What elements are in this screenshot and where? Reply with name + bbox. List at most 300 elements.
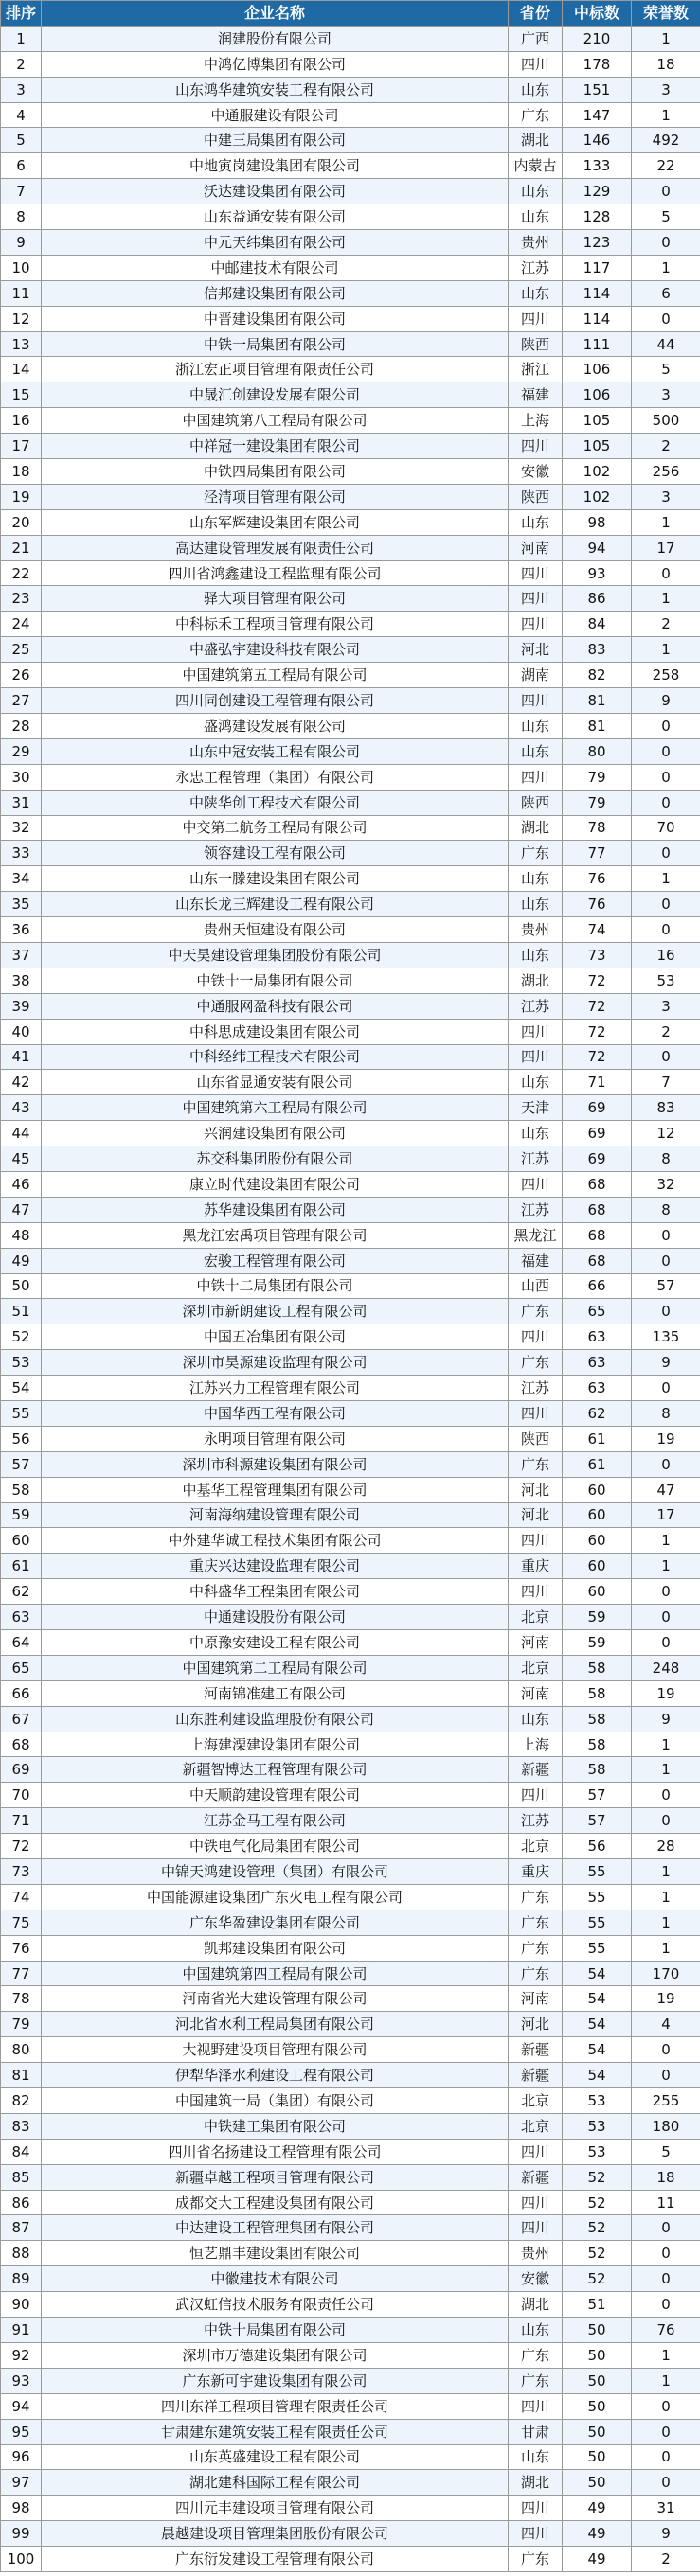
cell-honor-count: 8 bbox=[632, 1197, 700, 1222]
cell-rank: 45 bbox=[1, 1146, 42, 1172]
cell-rank: 27 bbox=[1, 688, 42, 714]
cell-company-name: 四川东祥工程项目管理有限责任公司 bbox=[42, 2393, 509, 2419]
table-row bbox=[1, 1910, 700, 1935]
cell-province: 湖北 bbox=[509, 815, 563, 841]
cell-honor-count: 0 bbox=[632, 1299, 700, 1324]
cell-province: 福建 bbox=[509, 1248, 563, 1273]
cell-company-name: 四川省名扬建设工程管理有限公司 bbox=[42, 2139, 509, 2164]
cell-province: 江苏 bbox=[509, 1808, 563, 1834]
cell-province: 河北 bbox=[509, 2012, 563, 2037]
cell-province: 贵州 bbox=[509, 2241, 563, 2266]
table-row bbox=[1, 1783, 700, 1808]
cell-bid-count: 57 bbox=[563, 1808, 632, 1834]
cell-company-name: 河南省光大建设管理有限公司 bbox=[42, 1986, 509, 2012]
cell-rank: 65 bbox=[1, 1655, 42, 1680]
cell-company-name: 苏华建设集团有限公司 bbox=[42, 1197, 509, 1222]
cell-company-name: 中外建华诚工程技术集团有限公司 bbox=[42, 1528, 509, 1554]
cell-honor-count: 0 bbox=[632, 1808, 700, 1834]
table-row bbox=[1, 1477, 700, 1502]
cell-rank: 23 bbox=[1, 586, 42, 612]
cell-honor-count: 180 bbox=[632, 2113, 700, 2139]
cell-honor-count: 9 bbox=[632, 1706, 700, 1732]
cell-company-name: 中科标禾工程项目管理有限公司 bbox=[42, 612, 509, 637]
cell-province: 四川 bbox=[509, 1783, 563, 1808]
cell-rank: 62 bbox=[1, 1579, 42, 1605]
cell-honor-count: 135 bbox=[632, 1324, 700, 1350]
cell-bid-count: 76 bbox=[563, 892, 632, 917]
cell-company-name: 高达建设管理发展有限责任公司 bbox=[42, 535, 509, 560]
cell-company-name: 凯邦建设集团有限公司 bbox=[42, 1935, 509, 1961]
cell-rank: 18 bbox=[1, 459, 42, 485]
cell-province: 北京 bbox=[509, 1834, 563, 1859]
table-row bbox=[1, 1070, 700, 1095]
table-row bbox=[1, 2444, 700, 2470]
cell-company-name: 中达建设工程管理集团有限公司 bbox=[42, 2215, 509, 2241]
table-row bbox=[1, 1197, 700, 1222]
cell-province: 山东 bbox=[509, 866, 563, 892]
table-row bbox=[1, 2521, 700, 2547]
cell-honor-count: 19 bbox=[632, 1986, 700, 2012]
cell-company-name: 江苏兴力工程管理有限公司 bbox=[42, 1376, 509, 1401]
table-row bbox=[1, 2547, 700, 2572]
cell-company-name: 中科盛华工程集团有限公司 bbox=[42, 1579, 509, 1605]
cell-province: 四川 bbox=[509, 560, 563, 586]
cell-rank: 37 bbox=[1, 942, 42, 968]
cell-rank: 15 bbox=[1, 382, 42, 408]
table-row bbox=[1, 1299, 700, 1324]
cell-company-name: 中原豫安建设工程有限公司 bbox=[42, 1630, 509, 1656]
cell-rank: 64 bbox=[1, 1630, 42, 1656]
cell-company-name: 山东中冠安装工程有限公司 bbox=[42, 738, 509, 764]
cell-honor-count: 1 bbox=[632, 637, 700, 663]
cell-honor-count: 1 bbox=[632, 26, 700, 51]
cell-province: 四川 bbox=[509, 764, 563, 790]
cell-province: 河南 bbox=[509, 1680, 563, 1706]
cell-company-name: 中通服网盈科技有限公司 bbox=[42, 993, 509, 1019]
cell-bid-count: 68 bbox=[563, 1222, 632, 1248]
cell-bid-count: 54 bbox=[563, 2037, 632, 2063]
cell-rank: 81 bbox=[1, 2063, 42, 2088]
cell-rank: 83 bbox=[1, 2113, 42, 2139]
cell-rank: 39 bbox=[1, 993, 42, 1019]
cell-honor-count: 1 bbox=[632, 102, 700, 128]
cell-province: 四川 bbox=[509, 2521, 563, 2547]
cell-rank: 22 bbox=[1, 560, 42, 586]
table-row bbox=[1, 1884, 700, 1910]
table-row bbox=[1, 1554, 700, 1579]
table-row bbox=[1, 331, 700, 357]
cell-bid-count: 52 bbox=[563, 2190, 632, 2215]
cell-bid-count: 65 bbox=[563, 1299, 632, 1324]
header-rank: 排序 bbox=[1, 1, 42, 27]
cell-bid-count: 86 bbox=[563, 586, 632, 612]
cell-rank: 99 bbox=[1, 2521, 42, 2547]
cell-bid-count: 98 bbox=[563, 509, 632, 535]
table-row bbox=[1, 1579, 700, 1605]
cell-province: 四川 bbox=[509, 1171, 563, 1197]
cell-bid-count: 68 bbox=[563, 1248, 632, 1273]
cell-province: 湖北 bbox=[509, 968, 563, 993]
cell-company-name: 中交第二航务工程局有限公司 bbox=[42, 815, 509, 841]
cell-company-name: 山东省显通安装有限公司 bbox=[42, 1070, 509, 1095]
cell-honor-count: 53 bbox=[632, 968, 700, 993]
cell-bid-count: 114 bbox=[563, 306, 632, 331]
cell-honor-count: 3 bbox=[632, 484, 700, 509]
cell-company-name: 中邮建技术有限公司 bbox=[42, 255, 509, 280]
cell-bid-count: 68 bbox=[563, 1171, 632, 1197]
cell-bid-count: 79 bbox=[563, 764, 632, 790]
cell-province: 四川 bbox=[509, 2215, 563, 2241]
cell-rank: 79 bbox=[1, 2012, 42, 2037]
cell-rank: 10 bbox=[1, 255, 42, 280]
cell-bid-count: 61 bbox=[563, 1451, 632, 1477]
cell-province: 北京 bbox=[509, 1655, 563, 1680]
cell-honor-count: 0 bbox=[632, 917, 700, 943]
cell-company-name: 中锦天鸿建设管理（集团）有限公司 bbox=[42, 1859, 509, 1885]
table-row bbox=[1, 1986, 700, 2012]
cell-honor-count: 0 bbox=[632, 2292, 700, 2318]
cell-rank: 86 bbox=[1, 2190, 42, 2215]
cell-bid-count: 178 bbox=[563, 51, 632, 77]
table-row bbox=[1, 1655, 700, 1680]
cell-rank: 32 bbox=[1, 815, 42, 841]
cell-honor-count: 19 bbox=[632, 1680, 700, 1706]
cell-province: 四川 bbox=[509, 1044, 563, 1070]
cell-bid-count: 105 bbox=[563, 434, 632, 459]
cell-company-name: 中天顺韵建设管理有限公司 bbox=[42, 1783, 509, 1808]
cell-company-name: 中天昊建设管理集团股份有限公司 bbox=[42, 942, 509, 968]
cell-company-name: 中铁一局集团有限公司 bbox=[42, 331, 509, 357]
cell-province: 四川 bbox=[509, 2139, 563, 2164]
cell-honor-count: 3 bbox=[632, 77, 700, 102]
cell-honor-count: 19 bbox=[632, 1426, 700, 1451]
cell-province: 湖北 bbox=[509, 2470, 563, 2496]
cell-honor-count: 3 bbox=[632, 382, 700, 408]
cell-rank: 21 bbox=[1, 535, 42, 560]
cell-honor-count: 8 bbox=[632, 1146, 700, 1172]
cell-province: 四川 bbox=[509, 612, 563, 637]
cell-honor-count: 0 bbox=[632, 1376, 700, 1401]
cell-bid-count: 53 bbox=[563, 2088, 632, 2114]
cell-honor-count: 44 bbox=[632, 331, 700, 357]
header-company-name: 企业名称 bbox=[42, 1, 509, 27]
cell-rank: 100 bbox=[1, 2547, 42, 2572]
cell-company-name: 黑龙江宏禹项目管理有限公司 bbox=[42, 1222, 509, 1248]
cell-bid-count: 53 bbox=[563, 2113, 632, 2139]
table-row bbox=[1, 306, 700, 331]
cell-province: 重庆 bbox=[509, 1859, 563, 1885]
cell-honor-count: 0 bbox=[632, 1044, 700, 1070]
cell-province: 上海 bbox=[509, 1732, 563, 1757]
cell-bid-count: 81 bbox=[563, 713, 632, 738]
cell-company-name: 河北省水利工程局集团有限公司 bbox=[42, 2012, 509, 2037]
cell-company-name: 中陕华创工程技术有限公司 bbox=[42, 790, 509, 815]
cell-bid-count: 58 bbox=[563, 1706, 632, 1732]
cell-company-name: 深圳市科源建设集团有限公司 bbox=[42, 1451, 509, 1477]
cell-company-name: 中铁十二局集团有限公司 bbox=[42, 1273, 509, 1299]
cell-company-name: 领容建设工程有限公司 bbox=[42, 841, 509, 866]
cell-province: 新疆 bbox=[509, 2037, 563, 2063]
cell-province: 广东 bbox=[509, 1935, 563, 1961]
cell-honor-count: 0 bbox=[632, 230, 700, 256]
cell-honor-count: 500 bbox=[632, 408, 700, 434]
cell-company-name: 中国建筑一局（集团）有限公司 bbox=[42, 2088, 509, 2114]
cell-company-name: 中鸿亿博集团有限公司 bbox=[42, 51, 509, 77]
table-row bbox=[1, 2012, 700, 2037]
table-row bbox=[1, 1171, 700, 1197]
cell-honor-count: 170 bbox=[632, 1961, 700, 1986]
cell-company-name: 中科经纬工程技术有限公司 bbox=[42, 1044, 509, 1070]
cell-honor-count: 16 bbox=[632, 942, 700, 968]
cell-honor-count: 17 bbox=[632, 1502, 700, 1528]
cell-rank: 31 bbox=[1, 790, 42, 815]
cell-rank: 57 bbox=[1, 1451, 42, 1477]
cell-province: 山东 bbox=[509, 179, 563, 204]
cell-rank: 34 bbox=[1, 866, 42, 892]
cell-company-name: 江苏金马工程有限公司 bbox=[42, 1808, 509, 1834]
table-row bbox=[1, 1706, 700, 1732]
cell-honor-count: 6 bbox=[632, 280, 700, 306]
cell-province: 陕西 bbox=[509, 484, 563, 509]
cell-rank: 8 bbox=[1, 204, 42, 230]
table-row bbox=[1, 1222, 700, 1248]
cell-rank: 47 bbox=[1, 1197, 42, 1222]
cell-honor-count: 8 bbox=[632, 1400, 700, 1426]
cell-bid-count: 78 bbox=[563, 815, 632, 841]
cell-rank: 36 bbox=[1, 917, 42, 943]
cell-province: 上海 bbox=[509, 408, 563, 434]
cell-rank: 96 bbox=[1, 2444, 42, 2470]
cell-rank: 12 bbox=[1, 306, 42, 331]
cell-bid-count: 69 bbox=[563, 1121, 632, 1146]
cell-honor-count: 0 bbox=[632, 713, 700, 738]
table-row bbox=[1, 2266, 700, 2292]
cell-honor-count: 1 bbox=[632, 1859, 700, 1885]
cell-province: 广东 bbox=[509, 2547, 563, 2572]
cell-province: 浙江 bbox=[509, 357, 563, 382]
cell-honor-count: 1 bbox=[632, 1554, 700, 1579]
cell-bid-count: 77 bbox=[563, 841, 632, 866]
cell-bid-count: 55 bbox=[563, 1910, 632, 1935]
table-row bbox=[1, 2470, 700, 2496]
cell-province: 山西 bbox=[509, 1273, 563, 1299]
cell-bid-count: 81 bbox=[563, 688, 632, 714]
cell-rank: 63 bbox=[1, 1605, 42, 1630]
cell-company-name: 山东长龙三辉建设工程有限公司 bbox=[42, 892, 509, 917]
cell-rank: 75 bbox=[1, 1910, 42, 1935]
cell-bid-count: 56 bbox=[563, 1834, 632, 1859]
cell-honor-count: 0 bbox=[632, 2063, 700, 2088]
cell-rank: 72 bbox=[1, 1834, 42, 1859]
cell-company-name: 河南锦准建工有限公司 bbox=[42, 1680, 509, 1706]
cell-bid-count: 62 bbox=[563, 1400, 632, 1426]
cell-company-name: 伊犁华泽水利建设工程有限公司 bbox=[42, 2063, 509, 2088]
table-row bbox=[1, 2088, 700, 2114]
cell-bid-count: 105 bbox=[563, 408, 632, 434]
cell-rank: 29 bbox=[1, 738, 42, 764]
cell-company-name: 中晋建设集团有限公司 bbox=[42, 306, 509, 331]
cell-province: 山东 bbox=[509, 2444, 563, 2470]
cell-province: 天津 bbox=[509, 1095, 563, 1121]
cell-company-name: 中徽建技术有限公司 bbox=[42, 2266, 509, 2292]
cell-rank: 68 bbox=[1, 1732, 42, 1757]
cell-honor-count: 1 bbox=[632, 2342, 700, 2368]
cell-bid-count: 59 bbox=[563, 1605, 632, 1630]
cell-rank: 24 bbox=[1, 612, 42, 637]
cell-bid-count: 151 bbox=[563, 77, 632, 102]
cell-rank: 69 bbox=[1, 1757, 42, 1783]
cell-bid-count: 58 bbox=[563, 1680, 632, 1706]
cell-bid-count: 55 bbox=[563, 1859, 632, 1885]
cell-honor-count: 256 bbox=[632, 459, 700, 485]
cell-honor-count: 22 bbox=[632, 153, 700, 179]
cell-rank: 56 bbox=[1, 1426, 42, 1451]
cell-province: 陕西 bbox=[509, 1426, 563, 1451]
cell-bid-count: 69 bbox=[563, 1095, 632, 1121]
table-row bbox=[1, 1350, 700, 1376]
cell-company-name: 中科思成建设集团有限公司 bbox=[42, 1019, 509, 1044]
table-row bbox=[1, 713, 700, 738]
cell-province: 北京 bbox=[509, 2113, 563, 2139]
table-row bbox=[1, 153, 700, 179]
table-row bbox=[1, 1273, 700, 1299]
cell-honor-count: 0 bbox=[632, 2444, 700, 2470]
table-row bbox=[1, 509, 700, 535]
table-row bbox=[1, 1859, 700, 1885]
cell-province: 江苏 bbox=[509, 993, 563, 1019]
table-row bbox=[1, 1680, 700, 1706]
cell-honor-count: 7 bbox=[632, 1070, 700, 1095]
cell-company-name: 山东军辉建设集团有限公司 bbox=[42, 509, 509, 535]
cell-honor-count: 3 bbox=[632, 993, 700, 1019]
cell-company-name: 中基华工程管理集团有限公司 bbox=[42, 1477, 509, 1502]
cell-bid-count: 106 bbox=[563, 382, 632, 408]
cell-honor-count: 18 bbox=[632, 51, 700, 77]
cell-province: 江苏 bbox=[509, 255, 563, 280]
cell-rank: 70 bbox=[1, 1783, 42, 1808]
cell-bid-count: 82 bbox=[563, 663, 632, 688]
cell-bid-count: 58 bbox=[563, 1732, 632, 1757]
cell-company-name: 重庆兴达建设监理有限公司 bbox=[42, 1554, 509, 1579]
cell-honor-count: 0 bbox=[632, 2419, 700, 2444]
cell-rank: 19 bbox=[1, 484, 42, 509]
cell-province: 陕西 bbox=[509, 790, 563, 815]
cell-rank: 20 bbox=[1, 509, 42, 535]
cell-province: 广东 bbox=[509, 1350, 563, 1376]
cell-company-name: 中晟汇创建设发展有限公司 bbox=[42, 382, 509, 408]
cell-province: 广东 bbox=[509, 841, 563, 866]
cell-province: 河南 bbox=[509, 1630, 563, 1656]
table-row bbox=[1, 2037, 700, 2063]
cell-rank: 2 bbox=[1, 51, 42, 77]
cell-company-name: 新疆智博达工程管理有限公司 bbox=[42, 1757, 509, 1783]
table-row bbox=[1, 2419, 700, 2444]
cell-bid-count: 63 bbox=[563, 1376, 632, 1401]
cell-rank: 46 bbox=[1, 1171, 42, 1197]
cell-company-name: 中国建筑第八工程局有限公司 bbox=[42, 408, 509, 434]
cell-honor-count: 1 bbox=[632, 1935, 700, 1961]
cell-bid-count: 93 bbox=[563, 560, 632, 586]
cell-company-name: 中盛弘宇建设科技有限公司 bbox=[42, 637, 509, 663]
cell-honor-count: 0 bbox=[632, 841, 700, 866]
cell-honor-count: 0 bbox=[632, 306, 700, 331]
cell-province: 贵州 bbox=[509, 917, 563, 943]
cell-company-name: 深圳市昊源建设监理有限公司 bbox=[42, 1350, 509, 1376]
cell-honor-count: 0 bbox=[632, 2037, 700, 2063]
cell-honor-count: 0 bbox=[632, 1222, 700, 1248]
cell-province: 贵州 bbox=[509, 230, 563, 256]
cell-bid-count: 61 bbox=[563, 1426, 632, 1451]
cell-bid-count: 59 bbox=[563, 1630, 632, 1656]
cell-rank: 85 bbox=[1, 2164, 42, 2190]
cell-bid-count: 128 bbox=[563, 204, 632, 230]
cell-rank: 9 bbox=[1, 230, 42, 256]
cell-rank: 54 bbox=[1, 1376, 42, 1401]
table-row bbox=[1, 917, 700, 943]
cell-province: 广东 bbox=[509, 1451, 563, 1477]
header-honor-count: 荣誉数 bbox=[632, 1, 700, 27]
cell-honor-count: 1 bbox=[632, 1910, 700, 1935]
cell-honor-count: 76 bbox=[632, 2318, 700, 2343]
cell-bid-count: 147 bbox=[563, 102, 632, 128]
cell-company-name: 山东鸿华建筑安装工程有限公司 bbox=[42, 77, 509, 102]
cell-province: 黑龙江 bbox=[509, 1222, 563, 1248]
cell-company-name: 康立时代建设集团有限公司 bbox=[42, 1171, 509, 1197]
cell-bid-count: 84 bbox=[563, 612, 632, 637]
cell-company-name: 中国华西工程有限公司 bbox=[42, 1400, 509, 1426]
cell-rank: 30 bbox=[1, 764, 42, 790]
cell-honor-count: 1 bbox=[632, 255, 700, 280]
cell-province: 山东 bbox=[509, 77, 563, 102]
cell-bid-count: 79 bbox=[563, 790, 632, 815]
cell-province: 四川 bbox=[509, 1528, 563, 1554]
table-row bbox=[1, 204, 700, 230]
cell-honor-count: 0 bbox=[632, 1783, 700, 1808]
cell-company-name: 湖北建科国际工程有限公司 bbox=[42, 2470, 509, 2496]
table-row bbox=[1, 2215, 700, 2241]
cell-company-name: 中国建筑第四工程局有限公司 bbox=[42, 1961, 509, 1986]
cell-honor-count: 9 bbox=[632, 2521, 700, 2547]
cell-bid-count: 94 bbox=[563, 535, 632, 560]
cell-province: 广东 bbox=[509, 1884, 563, 1910]
cell-bid-count: 55 bbox=[563, 1935, 632, 1961]
cell-company-name: 永明项目管理有限公司 bbox=[42, 1426, 509, 1451]
cell-bid-count: 210 bbox=[563, 26, 632, 51]
cell-province: 山东 bbox=[509, 509, 563, 535]
cell-company-name: 广东华盈建设集团有限公司 bbox=[42, 1910, 509, 1935]
cell-rank: 5 bbox=[1, 128, 42, 153]
cell-honor-count: 1 bbox=[632, 509, 700, 535]
cell-rank: 43 bbox=[1, 1095, 42, 1121]
cell-province: 四川 bbox=[509, 2393, 563, 2419]
cell-rank: 55 bbox=[1, 1400, 42, 1426]
cell-rank: 74 bbox=[1, 1884, 42, 1910]
cell-company-name: 中铁电气化局集团有限公司 bbox=[42, 1834, 509, 1859]
cell-bid-count: 50 bbox=[563, 2444, 632, 2470]
cell-bid-count: 102 bbox=[563, 459, 632, 485]
table-row bbox=[1, 1605, 700, 1630]
table-row bbox=[1, 179, 700, 204]
cell-province: 北京 bbox=[509, 2088, 563, 2114]
cell-bid-count: 57 bbox=[563, 1783, 632, 1808]
cell-bid-count: 50 bbox=[563, 2419, 632, 2444]
cell-province: 四川 bbox=[509, 434, 563, 459]
cell-company-name: 贵州天恒建设有限公司 bbox=[42, 917, 509, 943]
cell-company-name: 驿大项目管理有限公司 bbox=[42, 586, 509, 612]
table-row bbox=[1, 1426, 700, 1451]
cell-honor-count: 2 bbox=[632, 1019, 700, 1044]
table-row bbox=[1, 128, 700, 153]
